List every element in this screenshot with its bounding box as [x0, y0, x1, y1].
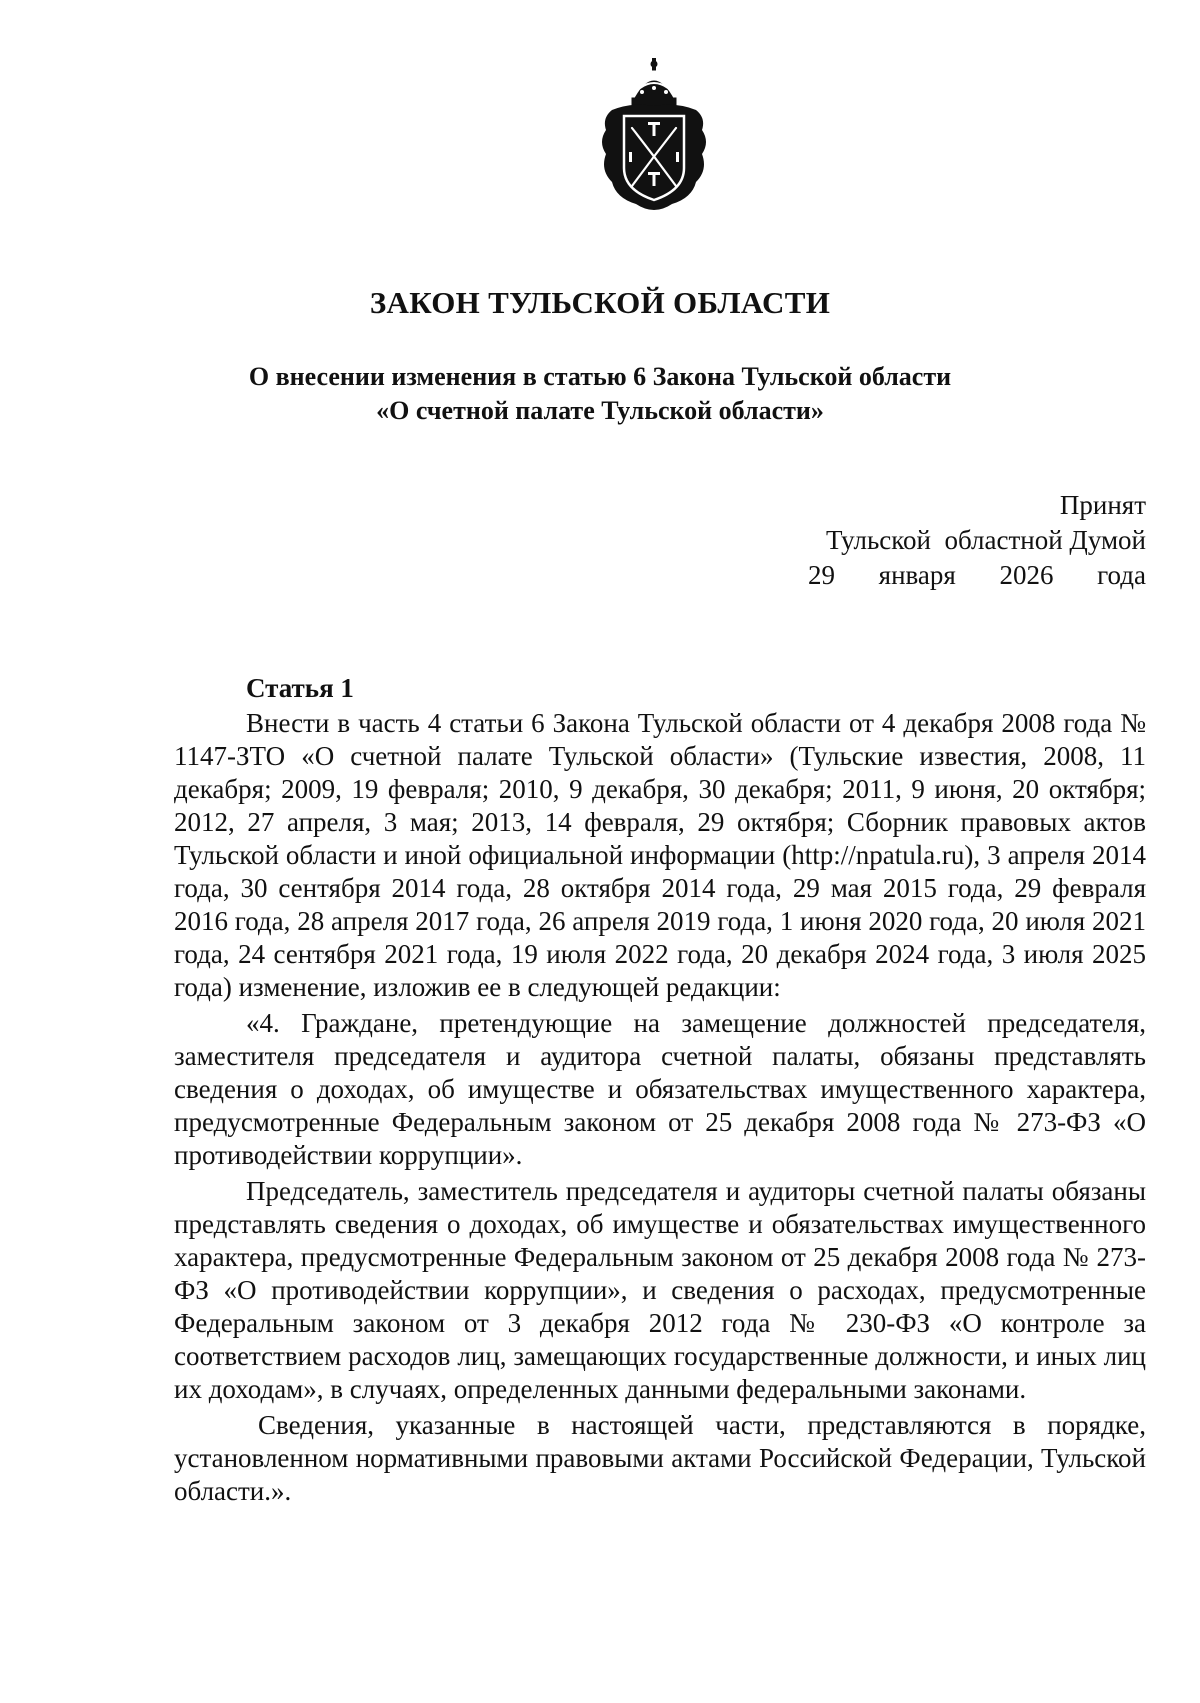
paragraph: Внести в часть 4 статьи 6 Закона Тульской области от 4 декабря 2008 года № 1147-ЗТО «О счетной палате Тульской области» (Тульские известия, 2008, 11 декабря; 2009, 19 февраля; 2010, 9 декабря, 30 декабря; 2011, 9 июня, 20 октября; 2012, 27 апреля, 3 мая; 2013, 14 февраля, 29 октября; Сборник правовых актов Тульской области и иной официальной информации (http://npatula.ru), 3 апреля 2014 года, 30 сентября 2014 года, 28 октября 2014 года, 29 мая 2015 года, 29 февраля 2016 года, 28 апреля 2017 года, 26 апреля 2019 года, 1 июня 2020 года, 20 июля 2021 года, 24 сентября 2021 года, 19 июля 2022 года, 20 декабря 2024 года, 3 июля 2025 года) изменение, изложив ее в следующей редакции:: [174, 708, 1146, 1002]
paragraph: Председатель, заместитель председателя и аудиторы счетной палаты обязаны представлять сведения о доходах, об имуществе и обязательствах имущественного характера, предусмотренные Федеральным законом от 25 декабря 2008 года № 273-ФЗ «О противодействии коррупции», и сведения о расходах, предусмотренные Федеральным законом от 3 декабря 2012 года № 230-ФЗ «О контроле за соответствием расходов лиц, замещающих государственные должности, и иных лиц их доходам», в случаях, определенных данными федеральными законами.: [174, 1176, 1146, 1404]
adoption-block: [808, 488, 1146, 593]
article-heading: Статья 1: [246, 673, 354, 703]
adoption-date: [808, 558, 1146, 593]
adopted-by: Тульской областной Думой: [826, 525, 1146, 555]
adoption-year-word: года: [1097, 560, 1146, 590]
subtitle-line-1: О внесении изменения в статью 6 Закона Тульской области: [248, 362, 952, 391]
document-title: ЗАКОН ТУЛЬСКОЙ ОБЛАСТИ: [369, 285, 831, 320]
document-subtitle: [0, 360, 1200, 428]
subtitle-line-2: «О счетной палате Тульской области»: [376, 396, 824, 425]
document-body: [174, 672, 1146, 1511]
adoption-month: января: [878, 560, 956, 590]
adoption-year: 2026: [999, 560, 1054, 590]
tula-coat-of-arms-icon: [596, 58, 712, 218]
adopted-label: Принят: [1059, 490, 1146, 520]
adoption-day: 29: [808, 560, 835, 590]
paragraph: «4. Граждане, претендующие на замещение должностей председателя, заместителя председателя и аудитора счетной палаты, обязаны представлять сведения о доходах, об имуществе и обязательствах имущественного характера, предусмотренные Федеральным законом от 25 декабря 2008 года № 273-ФЗ «О противодействии коррупции».: [174, 1008, 1146, 1170]
paragraph: Сведения, указанные в настоящей части, представляются в порядке, установленном нормативными правовыми актами Российской Федерации, Тульской области.».: [174, 1410, 1146, 1506]
